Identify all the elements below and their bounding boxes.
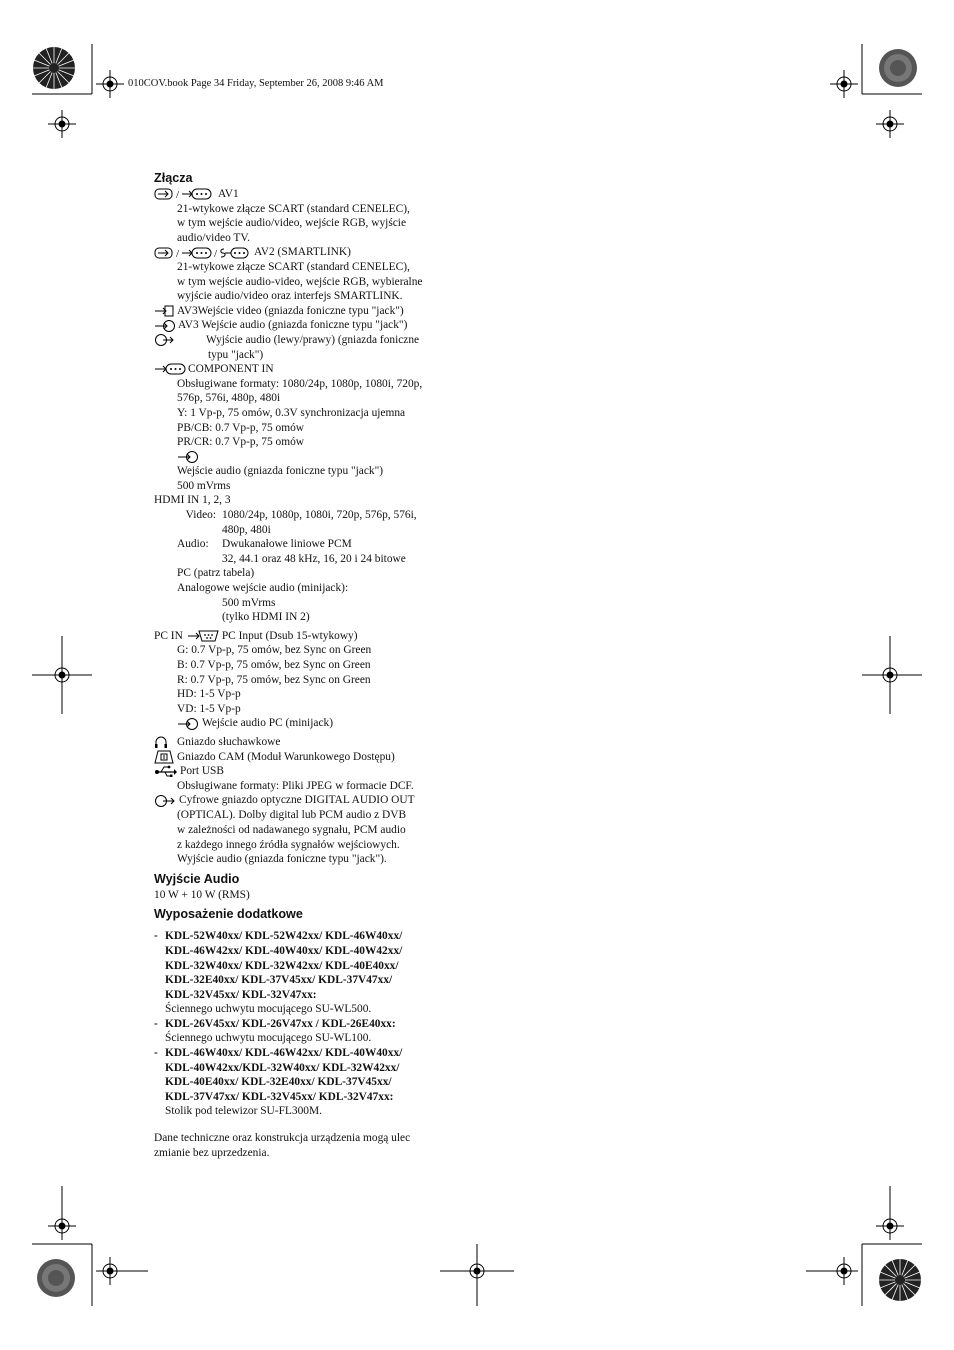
accessory-models-line: KDL-46W40xx/ KDL-46W42xx/ KDL-40W40xx/ [165,1047,403,1060]
audio-in-icon [177,717,199,731]
audio-in-icon [154,319,176,333]
pc-in-line: R: 0.7 Vp-p, 75 omów, bez Sync on Green [177,673,371,686]
hdmi-analog: Analogowe wejście audio (minijack): [177,582,349,595]
av3-video-label: AV3Wejście video (gniazda foniczne typu "jack") [177,304,404,317]
component-label: COMPONENT IN [188,363,274,376]
usb-row [154,764,464,779]
optical-row [154,793,464,808]
component-desc [154,377,464,494]
audio-out-icon [154,333,174,347]
av1-line: audio/video TV. [177,231,250,244]
av2-line: wyjście audio/video oraz interfejs SMARTLINK. [177,290,403,303]
disclaimer-line: zmianie bez uprzedzenia. [154,1146,270,1159]
hdmi-video-line: 1080/24p, 1080p, 1080i, 720p, 576p, 576i, [222,509,417,522]
list-dash: - [154,930,158,943]
av2-desc [154,260,464,304]
av2-line: 21-wtykowe złącze SCART (standard CENELEC), [177,260,410,273]
section-title-wyjscie: Wyjście Audio [154,871,240,886]
accessory-models-line: KDL-40W42xx/KDL-32W40xx/ KDL-32W42xx/ [165,1061,400,1074]
accessory-item [154,929,464,1017]
section-title-wyposazenie: Wyposażenie dodatkowe [154,907,303,922]
hdmi-audio-label: Audio: [177,538,209,551]
usb-formats: Obsługiwane formaty: Pliki JPEG w formacie DCF. [177,779,414,792]
hdmi-pc: PC (patrz tabela) [177,567,255,580]
optical-line: z każdego innego źródła sygnałów wejściowych. [177,838,400,851]
accessory-models-line: KDL-32E40xx/ KDL-37V45xx/ KDL-37V47xx/ [165,974,393,987]
scart-smartlink-icon [154,246,250,260]
accessory-desc: Stolik pod telewizor SU-FL300M. [165,1105,322,1118]
optical-desc [154,808,464,866]
hdmi-video-row [154,508,464,537]
pc-audio-row [177,716,464,731]
pc-input-icon [187,629,219,643]
pc-in-desc [154,643,464,731]
accessory-item [154,1017,464,1046]
hdmi-audio-line: Dwukanałowe liniowe PCM [222,538,352,551]
hdmi-analog-line: (tylko HDMI IN 2) [222,611,310,624]
cam-label: Gniazdo CAM (Moduł Warunkowego Dostępu) [177,750,395,763]
component-line: 576p, 576i, 480p, 480i [177,392,281,405]
av2-line: w tym wejście audio-video, wejście RGB, wybieralne [177,275,423,288]
pc-in-line: B: 0.7 Vp-p, 75 omów, bez Sync on Green [177,659,371,671]
cam-slot-icon [154,750,174,764]
accessory-models-line: KDL-52W40xx/ KDL-52W42xx/ KDL-46W40xx/ [165,930,403,943]
audio-in-icon [177,450,199,464]
pc-in-prefix: PC IN [154,629,183,642]
headphones-label: Gniazdo słuchawkowe [177,735,281,748]
svg-text:/: / [176,247,180,260]
accessory-desc: Ściennego uchwytu mocującego SU-WL100. [165,1032,372,1045]
av2-row [154,245,464,260]
accessory-models-line: KDL-37V47xx/ KDL-32V45xx/ KDL-32V47xx: [165,1090,394,1103]
av1-label: AV1 [218,188,239,200]
hdmi-video-line: 480p, 480i [222,523,271,536]
headphones-row [154,735,464,750]
accessory-item [154,1046,464,1119]
component-line: PB/CB: 0.7 Vp-p, 75 omów [177,421,305,434]
accessory-models-line: KDL-32V45xx/ KDL-32V47xx: [165,988,317,1001]
hdmi-audio-line: 32, 44.1 oraz 48 kHz, 16, 20 i 24 bitowe [222,552,406,565]
pc-audio-label: Wejście audio PC (minijack) [202,717,333,730]
accessory-models-line: KDL-40E40xx/ KDL-32E40xx/ KDL-37V45xx/ [165,1076,392,1089]
optical-line: Cyfrowe gniazdo optyczne DIGITAL AUDIO OUT [179,794,415,807]
av3-video-row [154,304,464,319]
audio-out-row [154,333,464,362]
hdmi-title: HDMI IN 1, 2, 3 [154,494,231,507]
av3-audio-row [154,318,464,333]
av1-line: 21-wtykowe złącze SCART (standard CENELEC), [177,202,410,215]
usb-label: Port USB [180,765,224,778]
accessory-models-line: KDL-46W42xx/ KDL-40W40xx/ KDL-40W42xx/ [165,944,403,957]
av1-desc [154,202,464,246]
pc-in-row [154,629,464,644]
accessory-models-line: KDL-32W40xx/ KDL-32W42xx/ KDL-40E40xx/ [165,959,399,972]
usb-icon [154,764,178,778]
component-line: Obsługiwane formaty: 1080/24p, 1080p, 1080i, 720p, [177,377,423,390]
pc-in-line: HD: 1-5 Vp-p [177,688,241,701]
optical-line: (OPTICAL). Dolby digital lub PCM audio z DVB [177,809,407,822]
list-dash: - [154,1047,158,1060]
accessory-desc: Ściennego uchwytu mocującego SU-WL500. [165,1003,372,1016]
svg-text:/: / [176,189,180,202]
hdmi-audio-row [154,537,464,566]
disclaimer-line: Dane techniczne oraz konstrukcja urządzenia mogą ulec [154,1132,411,1145]
component-line: PR/CR: 0.7 Vp-p, 75 omów [177,436,305,449]
spec-content [154,170,464,1160]
pc-in-line: VD: 1-5 Vp-p [177,702,241,715]
component-in-icon [154,362,186,376]
optical-line: w zależności od nadawanego sygnału, PCM audio [177,823,406,836]
hdmi-analog-line: 500 mVrms [222,596,276,609]
headphones-icon [154,735,174,749]
component-audio-icon-row [177,450,464,465]
hdmi-video-label: Video: [185,509,216,522]
pc-in-line: G: 0.7 Vp-p, 75 omów, bez Sync on Green [177,644,372,657]
av1-row [154,187,464,202]
optical-line: Wyjście audio (gniazda foniczne typu "jack"). [177,853,387,866]
accessory-models-line: KDL-26V45xx/ KDL-26V47xx / KDL-26E40xx: [165,1017,396,1030]
optical-out-icon [154,794,176,808]
av2-label: AV2 (SMARTLINK) [254,246,351,259]
svg-text:/: / [214,247,218,260]
audio-out-line: typu "jack") [208,348,264,361]
av1-line: w tym wejście audio/video, wejście RGB, wyjście [177,217,407,230]
component-row [154,362,464,377]
list-dash: - [154,1017,158,1030]
component-audio-line: Wejście audio (gniazda foniczne typu "jack") [177,465,384,478]
book-header: 010COV.book Page 34 Friday, September 26, 2008 9:46 AM [128,78,384,89]
component-line: Y: 1 Vp-p, 75 omów, 0.3V synchronizacja ujemna [177,406,406,419]
audio-out-line: Wyjście audio (lewy/prawy) (gniazda foniczne [206,333,420,346]
audio-output-value: 10 W + 10 W (RMS) [154,888,250,901]
video-in-icon [154,304,174,318]
section-title-zlacza: Złącza [154,171,193,185]
scart-in-out-icon [154,187,214,201]
pc-in-label: PC Input (Dsub 15-wtykowy) [221,629,358,642]
av3-audio-label: AV3 Wejście audio (gniazda foniczne typu "jack") [178,319,408,332]
component-audio-line: 500 mVrms [177,479,231,492]
cam-row [154,750,464,765]
